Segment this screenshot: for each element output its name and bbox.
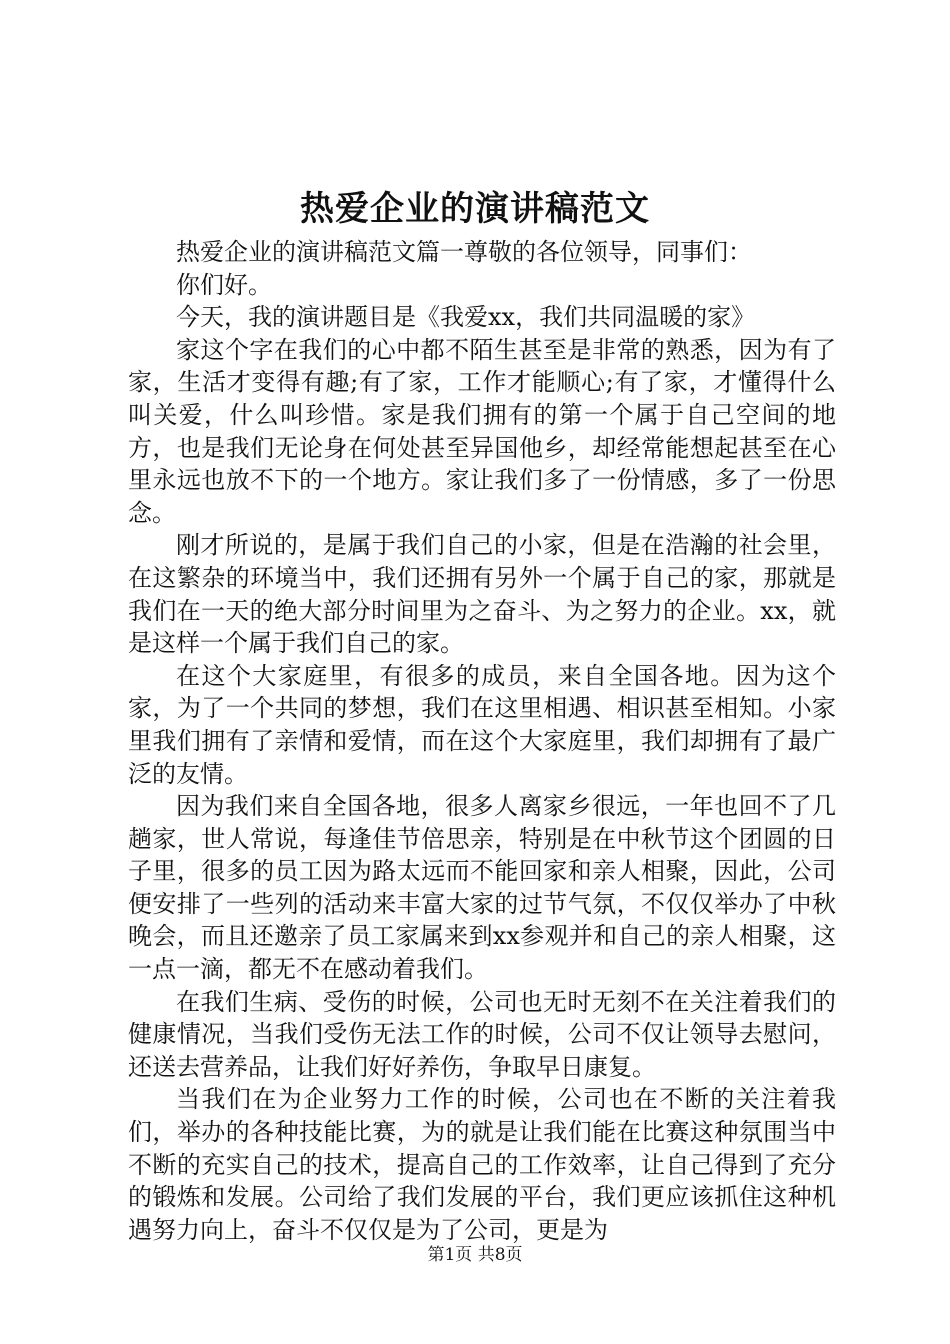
paragraph: 当我们在为企业努力工作的时候，公司也在不断的关注着我们，举办的各种技能比赛，为的就是让我们能在比赛这种氛围当中不断的充实自己的技术，提高自己的工作效率，让自己得到了充分的锻炼和发展。公司给了我们发展的平台，我们更应该抓住这种机遇努力向上，奋斗不仅仅是为了公司，更是为 [128,1085,836,1244]
paragraph: 在这个大家庭里，有很多的成员，来自全国各地。因为这个家，为了一个共同的梦想，我们在这里相遇、相识甚至相知。小家里我们拥有了亲情和爱情，而在这个大家庭里，我们却拥有了最广泛的友情。 [128,661,836,788]
paragraph: 刚才所说的，是属于我们自己的小家，但是在浩瀚的社会里，在这繁杂的环境当中，我们还拥有另外一个属于自己的家，那就是我们在一天的绝大部分时间里为之奋斗、为之努力的企业。xx，就是这样一个属于我们自己的家。 [128,531,836,658]
document-body [128,236,836,1246]
paragraph: 热爱企业的演讲稿范文篇一尊敬的各位领导，同事们： [176,238,752,266]
paragraph: 家这个字在我们的心中都不陌生甚至是非常的熟悉，因为有了家，生活才变得有趣;有了家，工作才能顺心;有了家，才懂得什么叫关爱，什么叫珍惜。家是我们拥有的第一个属于自己空间的地方，也是我们无论身在何处甚至异国他乡，却经常能想起甚至在心里永远也放不下的一个地方。家让我们多了一份情感，多了一份思念。 [128,335,836,527]
paragraph: 今天，我的演讲题目是《我爱xx，我们共同温暖的家》 [176,303,756,332]
paragraph: 因为我们来自全国各地，很多人离家乡很远，一年也回不了几趟家，世人常说，每逢佳节倍思亲，特别是在中秋节这个团圆的日子里，很多的员工因为路太远而不能回家和亲人相聚，因此，公司便安排了一些列的活动来丰富大家的过节气氛，不仅仅举办了中秋晚会，而且还邀亲了员工家属来到xx参观并和自己的亲人相聚，这一点一滴，都无不在感动着我们。 [128,792,836,984]
document-title: 热爱企业的演讲稿范文 [300,189,650,229]
page-number-footer: 第1页 共8页 [427,1245,523,1265]
paragraph: 你们好。 [176,270,272,299]
paragraph: 在我们生病、受伤的时候，公司也无时无刻不在关注着我们的健康情况，当我们受伤无法工作的时候，公司不仅让领导去慰问，还送去营养品，让我们好好养伤，争取早日康复。 [128,987,836,1081]
